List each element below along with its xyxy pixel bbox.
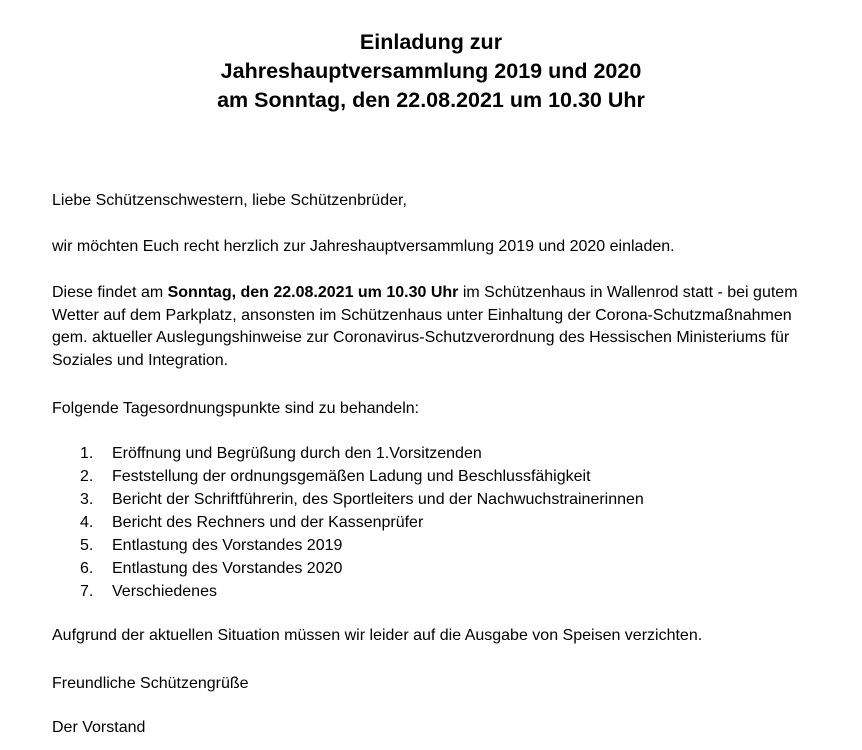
agenda-item-number: 3. xyxy=(80,491,94,508)
agenda-item-text: Verschiedenes xyxy=(112,583,217,600)
situation-paragraph: Aufgrund der aktuellen Situation müssen wir leider auf die Ausgabe von Speisen verzichten. xyxy=(52,627,703,644)
details-date-time: Sonntag, den 22.08.2021 um 10.30 Uhr xyxy=(167,284,459,301)
agenda-item xyxy=(80,511,644,534)
title-line-3: am Sonntag, den 22.08.2021 um 10.30 Uhr xyxy=(217,88,645,112)
signature-paragraph: Der Vorstand xyxy=(52,719,146,736)
agenda-intro-paragraph: Folgende Tagesordnungspunkte sind zu behandeln: xyxy=(52,400,420,417)
agenda-item-number: 2. xyxy=(80,468,94,485)
agenda-item xyxy=(80,534,644,557)
agenda-item xyxy=(80,488,644,511)
title-line-1: Einladung zur xyxy=(359,30,503,54)
agenda-item-number: 4. xyxy=(80,514,94,531)
agenda-item-number: 7. xyxy=(80,583,94,600)
agenda-item xyxy=(80,442,644,465)
agenda-item-number: 1. xyxy=(80,445,94,462)
agenda-item xyxy=(80,580,644,603)
agenda-list xyxy=(80,442,644,603)
agenda-item-text: Eröffnung und Begrüßung durch den 1.Vorsitzenden xyxy=(112,445,482,462)
title-line-2: Jahreshauptversammlung 2019 und 2020 xyxy=(220,59,642,83)
document-title xyxy=(0,28,862,115)
agenda-item-text: Entlastung des Vorstandes 2020 xyxy=(112,560,343,577)
regards-paragraph: Freundliche Schützengrüße xyxy=(52,675,249,692)
agenda-item-text: Bericht des Rechners und der Kassenprüfer xyxy=(112,514,424,531)
intro-paragraph: wir möchten Euch recht herzlich zur Jahreshauptversammlung 2019 und 2020 einladen. xyxy=(52,238,675,255)
greeting-paragraph: Liebe Schützenschwestern, liebe Schützenbrüder, xyxy=(52,192,407,209)
agenda-item-text: Bericht der Schriftführerin, des Sportleiters und der Nachwuchstrainerinnen xyxy=(112,491,644,508)
agenda-item xyxy=(80,557,644,580)
agenda-item-number: 5. xyxy=(80,537,94,554)
agenda-item xyxy=(80,465,644,488)
agenda-item-text: Entlastung des Vorstandes 2019 xyxy=(112,537,343,554)
agenda-item-text: Feststellung der ordnungsgemäßen Ladung und Beschlussfähigkeit xyxy=(112,468,591,485)
agenda-item-number: 6. xyxy=(80,560,94,577)
details-paragraph xyxy=(52,282,822,372)
details-prefix: Diese findet am xyxy=(52,284,168,301)
details-suffix: im Schützenhaus in Wallenrod statt - bei gutem Wetter auf dem Parkplatz, ansonsten im Schützenhaus unter Einhaltung der Corona-Schutzmaßnahmen gem. aktueller Auslegungshinweise zur Coronavirus-Schutzverordnung des Hessischen Ministeriums für Soziales und Integration. xyxy=(52,284,798,369)
